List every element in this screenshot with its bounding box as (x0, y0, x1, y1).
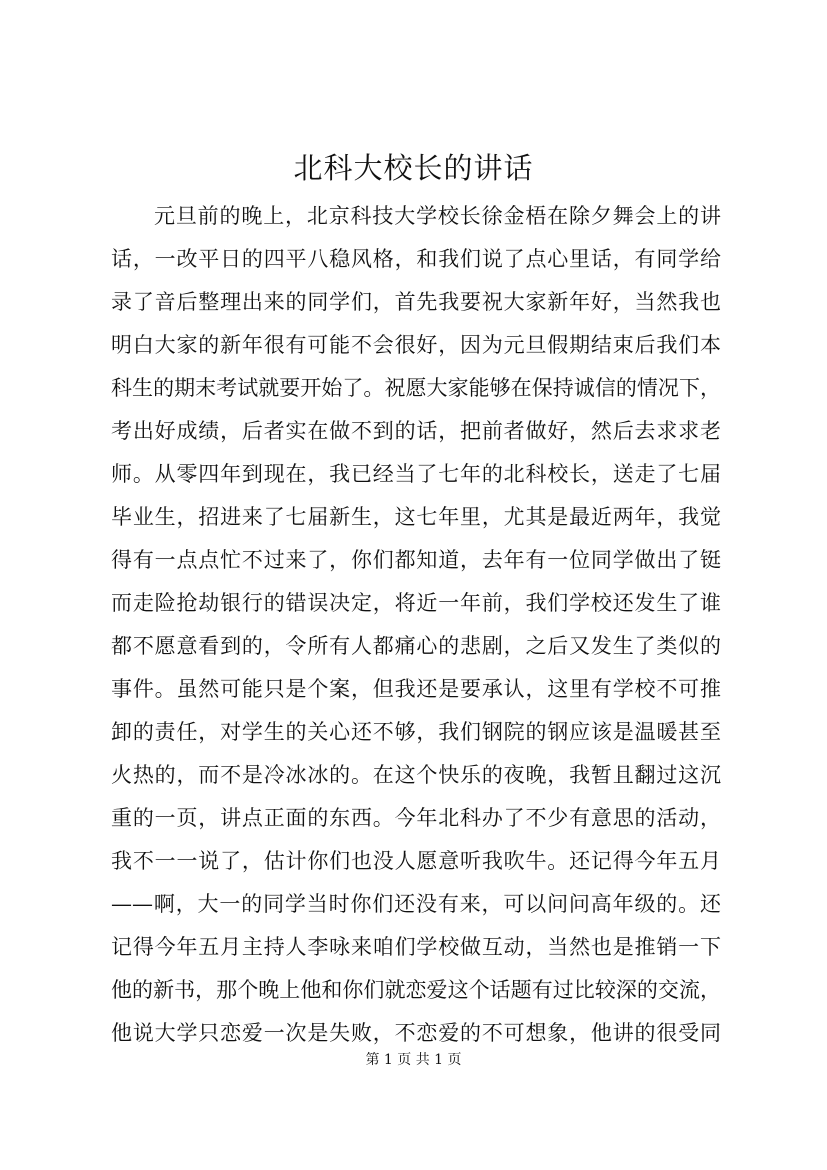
body-line: 事件。虽然可能只是个案，但我还是要承认，这里有学校不可推 (111, 677, 721, 701)
body-line: 毕业生，招进来了七届新生，这七年里，尤其是最近两年，我觉 (111, 505, 721, 529)
body-line: 都不愿意看到的，令所有人都痛心的悲剧，之后又发生了类似的 (111, 634, 721, 658)
body-line: 卸的责任，对学生的关心还不够，我们钢院的钢应该是温暖甚至 (111, 720, 721, 744)
body-line: 元旦前的晚上，北京科技大学校长徐金梧在除夕舞会上的讲 (154, 204, 721, 228)
body-line: 而走险抢劫银行的错误决定，将近一年前，我们学校还发生了谁 (111, 591, 721, 615)
page-footer: 第 1 页 共 1 页 (365, 1052, 462, 1068)
body-line: 他的新书，那个晚上他和你们就恋爱这个话题有过比较深的交流， (111, 978, 721, 1002)
document-title: 北科大校长的讲话 (293, 151, 534, 185)
body-line: 科生的期末考试就要开始了。祝愿大家能够在保持诚信的情况下， (111, 376, 721, 400)
body-line: 重的一页，讲点正面的东西。今年北科办了不少有意思的活动， (111, 806, 721, 830)
body-line: 明白大家的新年很有可能不会很好，因为元旦假期结束后我们本 (111, 333, 721, 357)
body-line: 火热的，而不是冷冰冰的。在这个快乐的夜晚，我暂且翻过这沉 (111, 763, 721, 787)
body-line: 记得今年五月主持人李咏来咱们学校做互动，当然也是推销一下 (111, 935, 721, 959)
body-line: 他说大学只恋爱一次是失败，不恋爱的不可想象，他讲的很受同 (111, 1021, 721, 1045)
body-line: 考出好成绩，后者实在做不到的话，把前者做好，然后去求求老 (111, 419, 721, 443)
body-line: ——啊，大一的同学当时你们还没有来，可以问问高年级的。还 (111, 892, 721, 916)
document-body (111, 195, 721, 1055)
body-line: 师。从零四年到现在，我已经当了七年的北科校长，送走了七届 (111, 462, 721, 486)
body-line: 录了音后整理出来的同学们，首先我要祝大家新年好，当然我也 (111, 290, 721, 314)
body-line: 话，一改平日的四平八稳风格，和我们说了点心里话，有同学给 (111, 247, 721, 271)
body-line: 我不一一说了，估计你们也没人愿意听我吹牛。还记得今年五月 (111, 849, 721, 873)
body-line: 得有一点点忙不过来了，你们都知道，去年有一位同学做出了铤 (111, 548, 721, 572)
